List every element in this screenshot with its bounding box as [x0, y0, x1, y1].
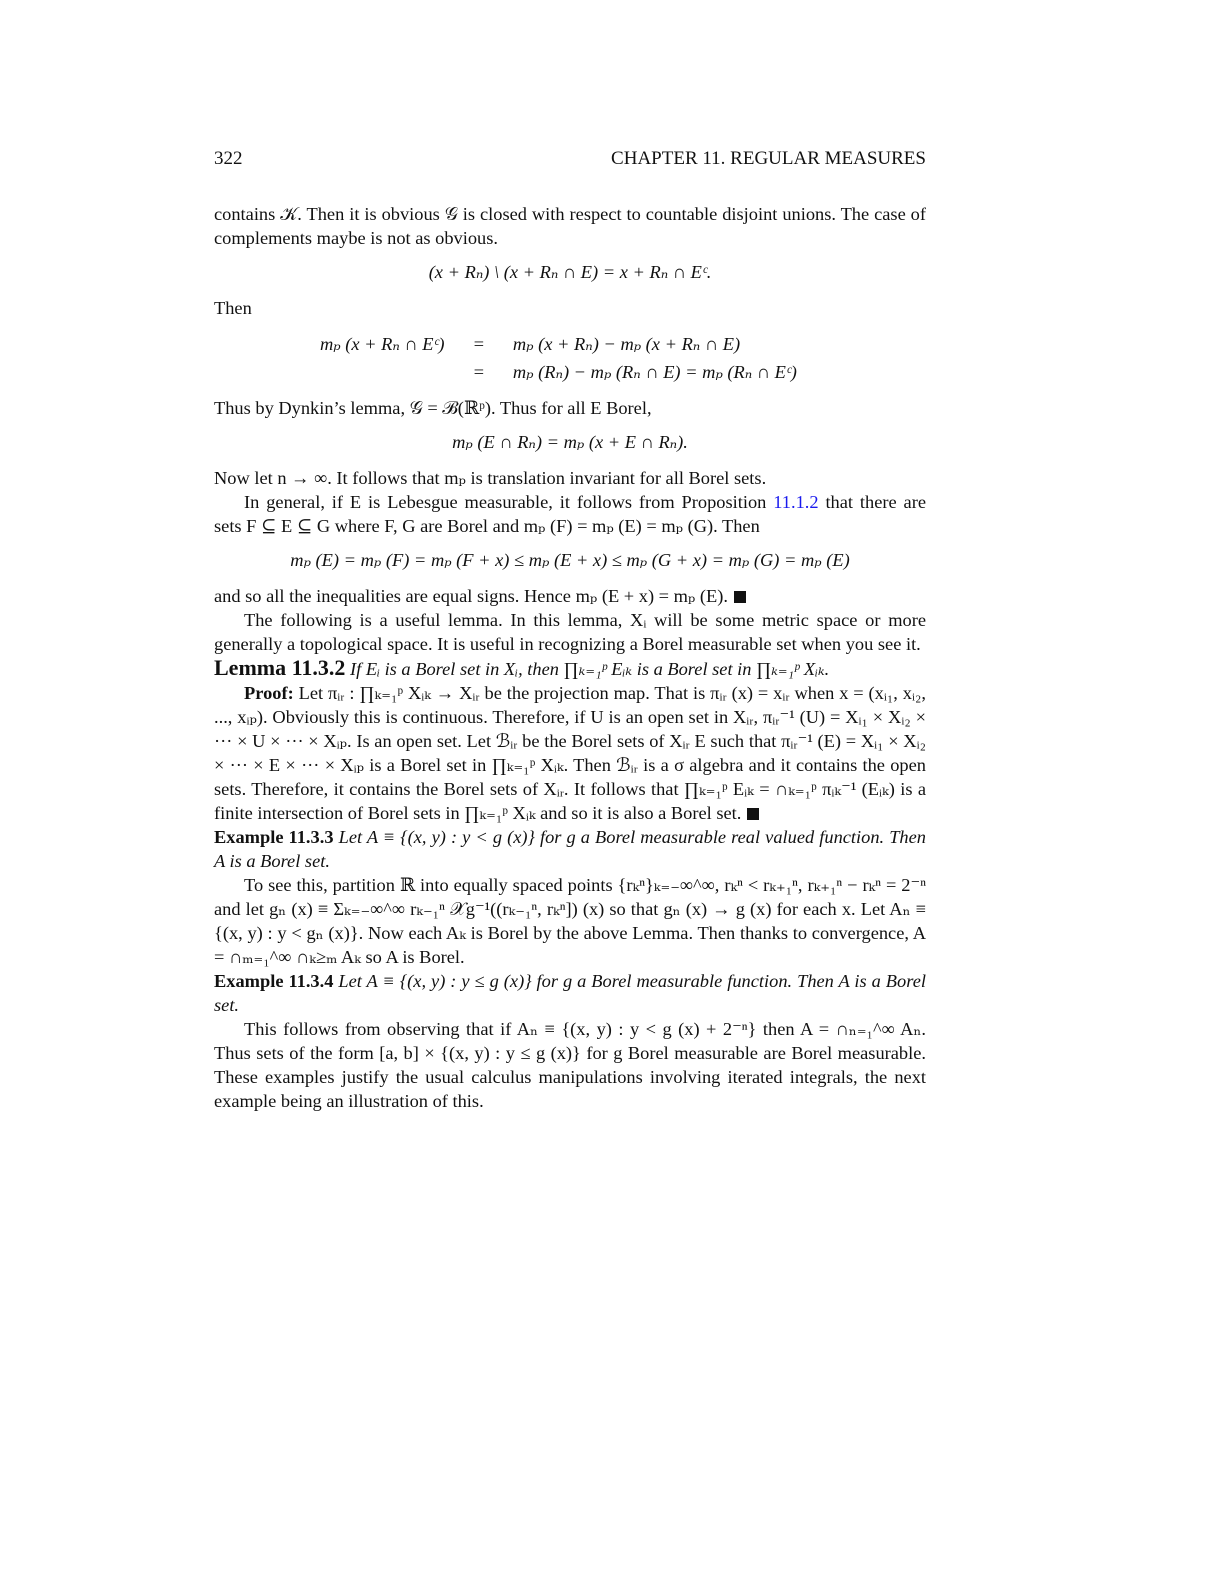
proof-label: Proof: [244, 683, 294, 703]
proof-text: Let πᵢᵣ : ∏ₖ₌₁ᵖ Xᵢₖ → Xᵢᵣ be the projection map. That is πᵢᵣ (x) = xᵢᵣ when x = (xᵢ₁, xᵢ₂, ..., xᵢₚ). Obviously this is continuous. Therefore, if U is an open set in Xᵢᵣ, πᵢᵣ⁻¹ (U) = Xᵢ₁ × Xᵢ₂ × ··· × U × ··· × Xᵢₚ. Is an open set. Let ℬᵢᵣ be the Borel sets of Xᵢᵣ E such that πᵢᵣ⁻¹ (E) = Xᵢ₁ × Xᵢ₂ × ··· × E × ··· × Xᵢₚ is a Borel set in ∏ₖ₌₁ᵖ Xᵢₖ. Then ℬᵢᵣ is a σ algebra and it contains the open sets. Therefore, it contains the Borel sets of Xᵢᵣ. It follows that ∏ₖ₌₁ᵖ Eᵢₖ = ∩ₖ₌₁ᵖ πᵢₖ⁻¹ (Eᵢₖ) is a finite intersection of Borel sets in ∏ₖ₌₁ᵖ Xᵢₖ and so it is also a Borel set. [214, 683, 926, 823]
equation-lhs: mₚ (x + Rₙ ∩ Eᶜ) [320, 334, 445, 354]
example-statement: Let A ≡ {(x, y) : y ≤ g (x)} for g a Borel measurable function. Then A is a Borel set. [214, 971, 926, 1015]
equation-rhs: mₚ (x + Rₙ) − mₚ (x + Rₙ ∩ E) [512, 334, 741, 354]
example-heading [214, 969, 926, 1017]
text-run: that there are sets F ⊆ E ⊆ G where F, G are Borel and mₚ (F) = mₚ (E) = mₚ (G). Then [214, 492, 927, 536]
lemma [214, 656, 926, 681]
example-statement: Let A ≡ {(x, y) : y < g (x)} for g a Borel measurable real valued function. Then A is a Borel set. [214, 827, 926, 871]
example-heading [214, 825, 926, 873]
equals-sign: = [472, 334, 485, 354]
text-run: In general, if E is Lebesgue measurable, it follows from Proposition [244, 492, 774, 512]
lemma-statement: If Eᵢ is a Borel set in Xᵢ, then ∏ₖ₌₁ᵖ Eᵢₖ is a Borel set in ∏ₖ₌₁ᵖ Xᵢₖ. [350, 659, 830, 679]
paragraph: Then [214, 298, 252, 318]
equation: (x + Rₙ) \ (x + Rₙ ∩ E) = x + Rₙ ∩ Eᶜ. [428, 262, 712, 282]
paragraph: This follows from observing that if Aₙ ≡ {(x, y) : y < g (x) + 2⁻ⁿ} then A = ∩ₙ₌₁^∞ Aₙ. Thus sets of the form [a, b] × {(x, y) : y ≤ g (x)} for g Borel measurable are Borel measurable. These examples justify the usual calculus manipulations involving iterated integrals, the next example being an illustration of this. [214, 1019, 926, 1111]
running-header [214, 148, 926, 170]
body-text [214, 202, 926, 1113]
paragraph: To see this, partition ℝ into equally spaced points {rₖⁿ}ₖ₌₋∞^∞, rₖⁿ < rₖ₊₁ⁿ, rₖ₊₁ⁿ − rₖⁿ = 2⁻ⁿ and let gₙ (x) ≡ Σₖ₌₋∞^∞ rₖ₋₁ⁿ 𝒳g⁻¹((rₖ₋₁ⁿ, rₖⁿ]) (x) so that gₙ (x) → g (x) for each x. Let Aₙ ≡ {(x, y) : y < gₙ (x)}. Now each Aₖ is Borel by the above Lemma. Then thanks to convergence, A = ∩ₘ₌₁^∞ ∩ₖ≥ₘ Aₖ so A is Borel. [214, 875, 926, 967]
page-number: 322 [214, 148, 243, 169]
example-title: Example 11.3.3 [214, 827, 334, 847]
equation-rhs: mₚ (Rₙ) − mₚ (Rₙ ∩ E) = mₚ (Rₙ ∩ Eᶜ) [512, 362, 797, 382]
example-title: Example 11.3.4 [214, 971, 334, 991]
paragraph: The following is a useful lemma. In this lemma, Xᵢ will be some metric space or more generally a topological space. It is useful in recognizing a Borel measurable set when you see it. [214, 610, 926, 654]
paragraph: contains 𝒦. Then it is obvious 𝒢 is closed with respect to countable disjoint unions. The case of complements maybe is not as obvious. [214, 204, 926, 248]
chapter-title: CHAPTER 11. REGULAR MEASURES [611, 148, 926, 169]
equation: mₚ (E ∩ Rₙ) = mₚ (x + E ∩ Rₙ). [452, 432, 688, 452]
paragraph: Now let n → ∞. It follows that mₚ is translation invariant for all Borel sets. [214, 468, 767, 488]
paragraph: Thus by Dynkin’s lemma, 𝒢 = ℬ(ℝᵖ). Thus for all E Borel, [214, 398, 652, 418]
text-run: and so all the inequalities are equal signs. Hence mₚ (E + x) = mₚ (E). [214, 586, 728, 606]
equation: mₚ (E) = mₚ (F) = mₚ (F + x) ≤ mₚ (E + x) ≤ mₚ (G + x) = mₚ (G) = mₚ (E) [290, 550, 850, 570]
paragraph [214, 584, 926, 608]
equation-array [214, 330, 926, 386]
qed-square-icon [747, 808, 759, 820]
equals-sign: = [472, 362, 485, 382]
proposition-link[interactable]: 11.1.2 [773, 492, 819, 512]
qed-square-icon [734, 591, 746, 603]
lemma-title: Lemma 11.3.2 [214, 655, 346, 680]
paragraph [214, 490, 926, 538]
proof [214, 681, 926, 825]
